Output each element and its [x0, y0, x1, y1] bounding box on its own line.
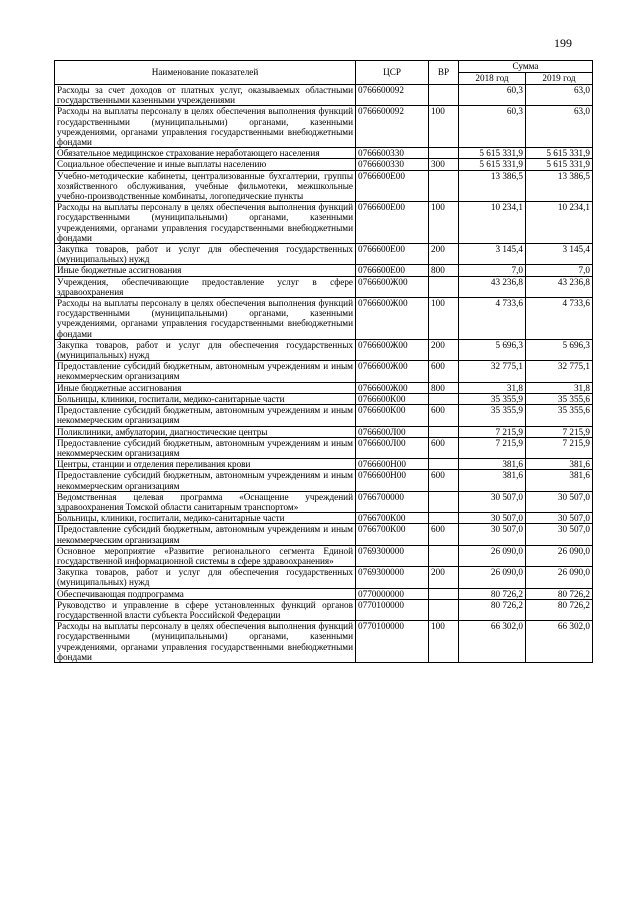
row-sum-2019: 3 145,4 [526, 244, 593, 265]
table-row [55, 588, 593, 599]
row-name: Расходы на выплаты персоналу в целях обеспечения выполнения функций государственными (муниципальными) органами, казенными учреждениями, органами управления государственными внебюджетными фондами [55, 202, 356, 244]
row-name: Предоставление субсидий бюджетным, автономным учреждениям и иным некоммерческим организациям [55, 524, 356, 545]
table-row [55, 106, 593, 148]
table-row [55, 545, 593, 566]
table-row [55, 599, 593, 620]
row-name: Предоставление субсидий бюджетным, автономным учреждениям и иным некоммерческим организациям [55, 361, 356, 382]
row-sum-2019: 31,8 [526, 382, 593, 393]
row-csr: 0766600Н00 [356, 470, 429, 491]
row-csr: 0766700К00 [356, 513, 429, 524]
row-sum-2019: 66 302,0 [526, 621, 593, 663]
table-row [55, 170, 593, 202]
row-vr: 200 [429, 244, 459, 265]
row-csr: 0766600Ж00 [356, 298, 429, 340]
row-sum-2018: 30 507,0 [459, 513, 526, 524]
row-sum-2019: 13 386,5 [526, 170, 593, 202]
table-row [55, 361, 593, 382]
header-year-2019: 2019 год [526, 73, 593, 85]
row-vr [429, 426, 459, 437]
table-row [55, 298, 593, 340]
row-sum-2019: 5 615 331,9 [526, 148, 593, 159]
row-vr [429, 393, 459, 404]
row-name: Расходы на выплаты персоналу в целях обеспечения выполнения функций государственными (муниципальными) органами, казенными учреждениями, органами управления государственными внебюджетными фондами [55, 106, 356, 148]
row-sum-2018: 66 302,0 [459, 621, 526, 663]
header-sum: Сумма [459, 61, 593, 73]
row-sum-2019: 4 733,6 [526, 298, 593, 340]
row-sum-2019: 80 726,2 [526, 599, 593, 620]
row-sum-2018: 32 775,1 [459, 361, 526, 382]
table-body [55, 85, 593, 663]
row-vr [429, 588, 459, 599]
table-row [55, 513, 593, 524]
table-row [55, 405, 593, 426]
row-name: Обеспечивающая подпрограмма [55, 588, 356, 599]
row-sum-2019: 30 507,0 [526, 524, 593, 545]
row-sum-2019: 43 236,8 [526, 276, 593, 297]
row-csr: 0766600Ж00 [356, 276, 429, 297]
row-name: Основное мероприятие «Развитие регионального сегмента Единой государственной информационной системы в сфере здравоохранения» [55, 545, 356, 566]
table-row [55, 382, 593, 393]
header-year-2018: 2018 год [459, 73, 526, 85]
row-sum-2018: 5 615 331,9 [459, 159, 526, 170]
row-vr: 600 [429, 470, 459, 491]
row-csr: 0766600Е00 [356, 244, 429, 265]
table-row [55, 265, 593, 276]
row-sum-2019: 7,0 [526, 265, 593, 276]
table-row [55, 426, 593, 437]
header-csr: ЦСР [356, 61, 429, 85]
row-sum-2018: 60,3 [459, 106, 526, 148]
row-sum-2018: 80 726,2 [459, 599, 526, 620]
row-sum-2018: 43 236,8 [459, 276, 526, 297]
row-csr: 0766600330 [356, 159, 429, 170]
row-sum-2019: 26 090,0 [526, 567, 593, 588]
page-number: 199 [554, 36, 572, 50]
row-sum-2018: 30 507,0 [459, 524, 526, 545]
row-sum-2018: 80 726,2 [459, 588, 526, 599]
row-csr: 0766600Е00 [356, 202, 429, 244]
row-name: Расходы за счет доходов от платных услуг, оказываемых областными государственными казенными учреждениями [55, 85, 356, 106]
table-row [55, 524, 593, 545]
row-name: Учреждения, обеспечивающие предоставление услуг в сфере здравоохранения [55, 276, 356, 297]
row-csr: 0770000000 [356, 588, 429, 599]
row-sum-2018: 35 355,9 [459, 393, 526, 404]
row-csr: 0766700000 [356, 491, 429, 512]
row-vr [429, 459, 459, 470]
row-vr: 300 [429, 159, 459, 170]
row-sum-2018: 10 234,1 [459, 202, 526, 244]
row-sum-2018: 60,3 [459, 85, 526, 106]
row-sum-2018: 7 215,9 [459, 426, 526, 437]
row-name: Поликлиники, амбулатории, диагностические центры [55, 426, 356, 437]
row-name: Закупка товаров, работ и услуг для обеспечения государственных (муниципальных) нужд [55, 339, 356, 360]
row-sum-2018: 31,8 [459, 382, 526, 393]
row-sum-2019: 26 090,0 [526, 545, 593, 566]
table-row [55, 437, 593, 458]
row-csr: 0766600К00 [356, 393, 429, 404]
table-row [55, 567, 593, 588]
row-name: Больницы, клиники, госпитали, медико-санитарные части [55, 513, 356, 524]
row-name: Больницы, клиники, госпитали, медико-санитарные части [55, 393, 356, 404]
row-vr: 100 [429, 202, 459, 244]
row-name: Руководство и управление в сфере установленных функций органов государственной власти субъекта Российской Федерации [55, 599, 356, 620]
row-sum-2018: 35 355,9 [459, 405, 526, 426]
row-sum-2019: 7 215,9 [526, 437, 593, 458]
row-sum-2018: 7,0 [459, 265, 526, 276]
row-sum-2018: 5 696,3 [459, 339, 526, 360]
row-vr: 200 [429, 567, 459, 588]
row-csr: 0766600Ж00 [356, 339, 429, 360]
table-row [55, 393, 593, 404]
row-name: Центры, станции и отделения переливания крови [55, 459, 356, 470]
row-vr [429, 148, 459, 159]
table-row [55, 148, 593, 159]
row-csr: 0766600Ж00 [356, 382, 429, 393]
row-vr [429, 599, 459, 620]
table-row [55, 244, 593, 265]
row-sum-2018: 381,6 [459, 470, 526, 491]
row-csr: 0766600Л00 [356, 437, 429, 458]
budget-table [54, 60, 593, 663]
row-csr: 0766600К00 [356, 405, 429, 426]
row-sum-2018: 3 145,4 [459, 244, 526, 265]
row-vr: 100 [429, 621, 459, 663]
row-name: Ведомственная целевая программа «Оснащение учреждений здравоохранения Томской области санитарным транспортом» [55, 491, 356, 512]
row-vr [429, 170, 459, 202]
row-sum-2019: 35 355,6 [526, 405, 593, 426]
row-vr: 200 [429, 339, 459, 360]
row-name: Иные бюджетные ассигнования [55, 382, 356, 393]
row-sum-2019: 30 507,0 [526, 513, 593, 524]
row-vr: 100 [429, 298, 459, 340]
row-sum-2019: 80 726,2 [526, 588, 593, 599]
table-row [55, 85, 593, 106]
table-row [55, 339, 593, 360]
header-name: Наименование показателей [55, 61, 356, 85]
row-sum-2018: 13 386,5 [459, 170, 526, 202]
row-vr [429, 276, 459, 297]
row-name: Закупка товаров, работ и услуг для обеспечения государственных (муниципальных) нужд [55, 567, 356, 588]
row-csr: 0766600Е00 [356, 265, 429, 276]
row-sum-2019: 32 775,1 [526, 361, 593, 382]
row-csr: 0766600092 [356, 85, 429, 106]
table-header [55, 61, 593, 85]
row-name: Обязательное медицинское страхование неработающего населения [55, 148, 356, 159]
row-csr: 0766600330 [356, 148, 429, 159]
row-sum-2018: 381,6 [459, 459, 526, 470]
row-sum-2019: 7 215,9 [526, 426, 593, 437]
row-sum-2019: 63,0 [526, 106, 593, 148]
row-vr: 800 [429, 382, 459, 393]
row-vr: 600 [429, 405, 459, 426]
row-sum-2018: 26 090,0 [459, 545, 526, 566]
row-csr: 0766600Л00 [356, 426, 429, 437]
row-vr: 600 [429, 524, 459, 545]
row-sum-2019: 381,6 [526, 470, 593, 491]
row-name: Закупка товаров, работ и услуг для обеспечения государственных (муниципальных) нужд [55, 244, 356, 265]
row-sum-2019: 5 696,3 [526, 339, 593, 360]
row-name: Расходы на выплаты персоналу в целях обеспечения выполнения функций государственными (муниципальными) органами, казенными учреждениями, органами управления государственными внебюджетными фондами [55, 298, 356, 340]
row-name: Учебно-методические кабинеты, централизованные бухгалтерии, группы хозяйственного обслуживания, учебные фильмотеки, межшкольные учебно-производственные комбинаты, логопедические пункты [55, 170, 356, 202]
table-row [55, 276, 593, 297]
row-sum-2019: 5 615 331,9 [526, 159, 593, 170]
row-csr: 0766700К00 [356, 524, 429, 545]
row-vr [429, 85, 459, 106]
row-sum-2018: 30 507,0 [459, 491, 526, 512]
row-sum-2018: 4 733,6 [459, 298, 526, 340]
row-name: Предоставление субсидий бюджетным, автономным учреждениям и иным некоммерческим организациям [55, 405, 356, 426]
row-csr: 0766600092 [356, 106, 429, 148]
row-vr: 600 [429, 361, 459, 382]
row-name: Иные бюджетные ассигнования [55, 265, 356, 276]
row-sum-2019: 35 355,6 [526, 393, 593, 404]
table-row [55, 159, 593, 170]
table-row [55, 491, 593, 512]
row-vr: 800 [429, 265, 459, 276]
row-sum-2018: 7 215,9 [459, 437, 526, 458]
row-name: Социальное обеспечение и иные выплаты населению [55, 159, 356, 170]
row-csr: 0770100000 [356, 621, 429, 663]
row-csr: 0769300000 [356, 545, 429, 566]
row-name: Предоставление субсидий бюджетным, автономным учреждениям и иным некоммерческим организациям [55, 470, 356, 491]
row-csr: 0766600Е00 [356, 170, 429, 202]
table-row [55, 470, 593, 491]
row-vr: 600 [429, 437, 459, 458]
row-csr: 0766600Ж00 [356, 361, 429, 382]
row-name: Предоставление субсидий бюджетным, автономным учреждениям и иным некоммерческим организациям [55, 437, 356, 458]
row-name: Расходы на выплаты персоналу в целях обеспечения выполнения функций государственными (муниципальными) органами, казенными учреждениями, органами управления государственными внебюджетными фондами [55, 621, 356, 663]
header-vr: ВР [429, 61, 459, 85]
row-vr: 100 [429, 106, 459, 148]
table-row [55, 621, 593, 663]
row-sum-2019: 381,6 [526, 459, 593, 470]
row-csr: 0766600Н00 [356, 459, 429, 470]
table-row [55, 459, 593, 470]
table-row [55, 202, 593, 244]
row-sum-2019: 30 507,0 [526, 491, 593, 512]
row-sum-2019: 63,0 [526, 85, 593, 106]
row-sum-2018: 5 615 331,9 [459, 148, 526, 159]
row-csr: 0769300000 [356, 567, 429, 588]
row-vr [429, 491, 459, 512]
row-vr [429, 545, 459, 566]
row-sum-2018: 26 090,0 [459, 567, 526, 588]
row-vr [429, 513, 459, 524]
row-sum-2019: 10 234,1 [526, 202, 593, 244]
row-csr: 0770100000 [356, 599, 429, 620]
